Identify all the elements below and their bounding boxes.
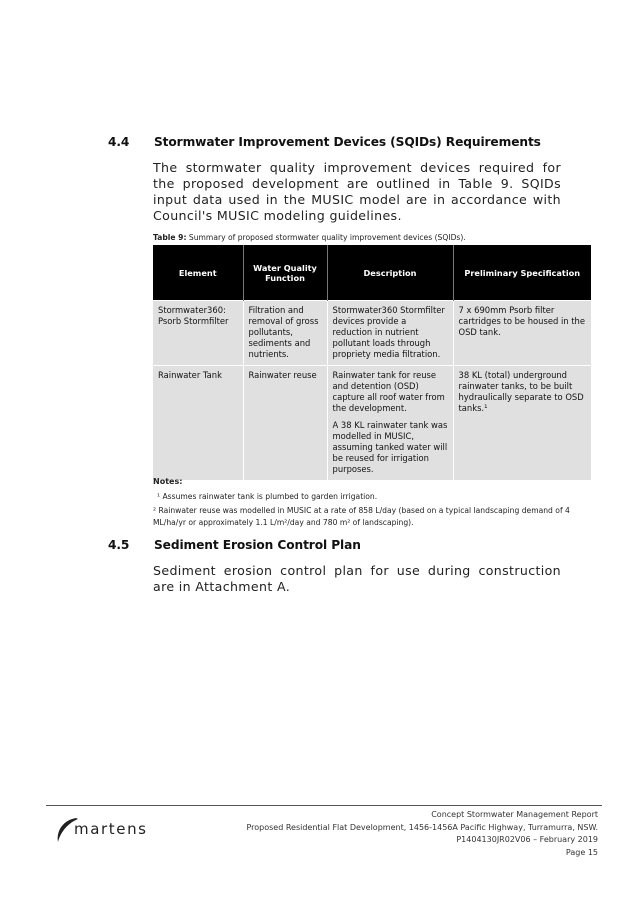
table-notes (153, 476, 573, 528)
cell-specification: 7 x 690mm Psorb filter cartridges to be housed in the OSD tank. (453, 301, 591, 366)
header-description: Description (327, 245, 453, 301)
section-number: 4.4 (108, 135, 130, 149)
note-2: ² Rainwater reuse was modelled in MUSIC at a rate of 858 L/day (based on a typical landscaping demand of 4 ML/ha/yr or approximately 1.1 L/m²/day and 780 m² of landscaping). (153, 506, 570, 527)
table-caption-text: Summary of proposed stormwater quality improvement devices (SQIDs). (186, 233, 466, 242)
cell-description (327, 301, 453, 366)
notes-heading: Notes: (153, 477, 183, 486)
cell-element: Rainwater Tank (153, 366, 243, 481)
description-text: Stormwater360 Stormfilter devices provide a reduction in nutrient pollutant loads through propriety media filtration. (332, 305, 445, 359)
footer-document-ref: P1404130JR02V06 – February 2019 (456, 835, 598, 845)
footer-page-number: Page 15 (565, 848, 598, 858)
header-water-quality-function: Water Quality Function (243, 245, 327, 301)
note-1: ¹ Assumes rainwater tank is plumbed to garden irrigation. (157, 491, 378, 501)
table-row (153, 366, 591, 481)
sqid-table (153, 245, 591, 480)
footer-report-title: Concept Stormwater Management Report (431, 810, 598, 819)
footer-project: Proposed Residential Flat Development, 1456-1456A Pacific Highway, Turramurra, NSW. (246, 822, 598, 832)
description-text: Rainwater tank for reuse and detention (OSD) capture all roof water from the development. (332, 370, 445, 413)
company-logo-text: martens (74, 820, 148, 838)
cell-specification: 38 KL (total) underground rainwater tanks, to be built hydraulically separate to OSD tanks.¹ (453, 366, 591, 481)
cell-element: Stormwater360: Psorb Stormfilter (153, 301, 243, 366)
table-row (153, 301, 591, 366)
footer-divider (46, 805, 602, 806)
cell-description (327, 366, 453, 481)
header-preliminary-specification: Preliminary Specification (453, 245, 591, 301)
footer-info (246, 809, 598, 860)
section-title: Sediment Erosion Control Plan (154, 538, 361, 552)
table-caption (153, 233, 466, 242)
description-text-2: A 38 KL rainwater tank was modelled in MUSIC, assuming tanked water will be reused for irrigation purposes. (332, 420, 448, 474)
cell-function: Filtration and removal of gross pollutants, sediments and nutrients. (243, 301, 327, 366)
table-caption-label: Table 9: (153, 233, 187, 242)
section-number: 4.5 (108, 538, 130, 552)
section-4-4-paragraph: The stormwater quality improvement devices required for the proposed development are outlined in Table 9. SQIDs input data used in the MUSIC model are in accordance with Council's MUSIC modeling guidelines. (153, 160, 561, 223)
section-4-5-paragraph: Sediment erosion control plan for use during construction are in Attachment A. (153, 563, 561, 594)
header-element: Element (153, 245, 243, 301)
section-title: Stormwater Improvement Devices (SQIDs) Requirements (154, 135, 541, 149)
table-header-row (153, 245, 591, 301)
cell-function: Rainwater reuse (243, 366, 327, 481)
